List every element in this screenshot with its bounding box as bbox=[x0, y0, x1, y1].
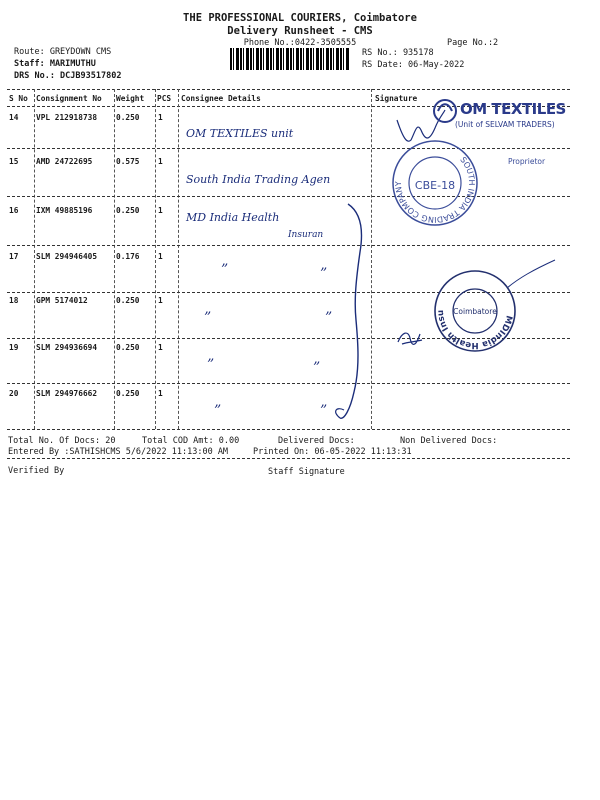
md-india-stamp bbox=[428, 261, 518, 354]
row-consignment: IXM 49885196 bbox=[36, 206, 93, 215]
ditto-mark: ” bbox=[214, 403, 222, 419]
row-sno: 16 bbox=[9, 206, 19, 215]
ditto-mark: ” bbox=[313, 360, 321, 376]
staff-label: Staff: MARIMUTHU bbox=[14, 59, 96, 69]
phone-number: Phone No.:0422-3505555 bbox=[243, 38, 357, 48]
row-pcs: 1 bbox=[158, 296, 163, 305]
row-consignment: SLM 294936694 bbox=[36, 343, 98, 352]
row-weight: 0.250 bbox=[116, 389, 140, 398]
ditto-mark: ” bbox=[204, 310, 212, 326]
company-name: THE PROFESSIONAL COURIERS, Coimbatore bbox=[183, 12, 417, 24]
handwritten-consignee: OM TEXTILES unit bbox=[186, 127, 294, 140]
entered-by: Entered By :SATHISHCMS 5/6/2022 11:13:00 AM bbox=[8, 447, 229, 457]
row-pcs: 1 bbox=[158, 113, 163, 122]
ditto-mark: ” bbox=[320, 403, 328, 419]
south-india-stamp bbox=[390, 138, 480, 228]
document-title: Delivery Runsheet - CMS bbox=[227, 25, 373, 37]
ditto-mark: ” bbox=[207, 357, 215, 373]
handwritten-consignee-cont: Insuran bbox=[288, 230, 324, 240]
non-delivered-docs: Non Delivered Docs: bbox=[400, 436, 498, 446]
row-weight: 0.250 bbox=[116, 206, 140, 215]
row-weight: 0.176 bbox=[116, 252, 140, 261]
header-signature: Signature bbox=[375, 94, 418, 103]
row-sno: 18 bbox=[9, 296, 19, 305]
row-consignment: AMD 24722695 bbox=[36, 157, 93, 166]
row-pcs: 1 bbox=[158, 157, 163, 166]
row-consignment: SLM 294946405 bbox=[36, 252, 98, 261]
handwritten-consignee: South India Trading Agen bbox=[186, 173, 331, 186]
total-cod: Total COD Amt: 0.00 bbox=[142, 436, 240, 446]
south-india-ring-text: SOUTH INDIA TRADING COMPANY bbox=[393, 155, 477, 225]
rs-date: RS Date: 06-May-2022 bbox=[362, 60, 465, 70]
verified-by: Verified By bbox=[8, 466, 65, 476]
row-weight: 0.250 bbox=[116, 343, 140, 352]
proprietor-label: Proprietor bbox=[508, 157, 546, 166]
ditto-mark: ” bbox=[320, 266, 328, 282]
header-sno: S No bbox=[9, 94, 28, 103]
header-pcs: PCS bbox=[157, 94, 172, 103]
row-sno: 17 bbox=[9, 252, 19, 261]
row-pcs: 1 bbox=[158, 252, 163, 261]
handwritten-consignee: MD India Health bbox=[186, 211, 280, 224]
header-consignee-details: Consignee Details bbox=[181, 94, 261, 103]
row-sno: 19 bbox=[9, 343, 19, 352]
md-india-center: Coimbatore bbox=[453, 307, 497, 316]
row-sno: 20 bbox=[9, 389, 19, 398]
header-weight: Weight bbox=[116, 94, 145, 103]
rs-number: RS No.: 935178 bbox=[362, 48, 434, 58]
total-docs: Total No. Of Docs: 20 bbox=[8, 436, 116, 446]
page-number: Page No.:2 bbox=[447, 38, 499, 48]
row-sno: 14 bbox=[9, 113, 19, 122]
printed-on: Printed On: 06-05-2022 11:13:31 bbox=[253, 447, 412, 457]
row-pcs: 1 bbox=[158, 206, 163, 215]
row-pcs: 1 bbox=[158, 389, 163, 398]
row-weight: 0.575 bbox=[116, 157, 140, 166]
md-india-ring-text: MDIndia Health Insurance (TPA) Pvt Ltd bbox=[428, 261, 514, 351]
om-textiles-name: OM TEXTILES bbox=[460, 100, 566, 118]
row-consignment: GPM 5174012 bbox=[36, 296, 88, 305]
row-weight: 0.250 bbox=[116, 113, 140, 122]
drs-number: DRS No.: DCJB93517802 bbox=[14, 71, 122, 81]
signature-scribble bbox=[396, 322, 426, 352]
staff-signature-label: Staff Signature bbox=[268, 467, 345, 477]
route-label: Route: GREYDOWN CMS bbox=[14, 47, 112, 57]
south-india-center: CBE-18 bbox=[414, 179, 456, 192]
row-consignment: SLM 294976662 bbox=[36, 389, 98, 398]
header-consignment: Consignment No bbox=[36, 94, 102, 103]
row-pcs: 1 bbox=[158, 343, 163, 352]
row-consignment: VPL 212918738 bbox=[36, 113, 98, 122]
row-weight: 0.250 bbox=[116, 296, 140, 305]
ditto-mark: ” bbox=[325, 310, 333, 326]
delivered-docs: Delivered Docs: bbox=[278, 436, 355, 446]
row-sno: 15 bbox=[9, 157, 19, 166]
ditto-mark: ” bbox=[221, 262, 229, 278]
om-textiles-sub: (Unit of SELVAM TRADERS) bbox=[455, 120, 555, 129]
